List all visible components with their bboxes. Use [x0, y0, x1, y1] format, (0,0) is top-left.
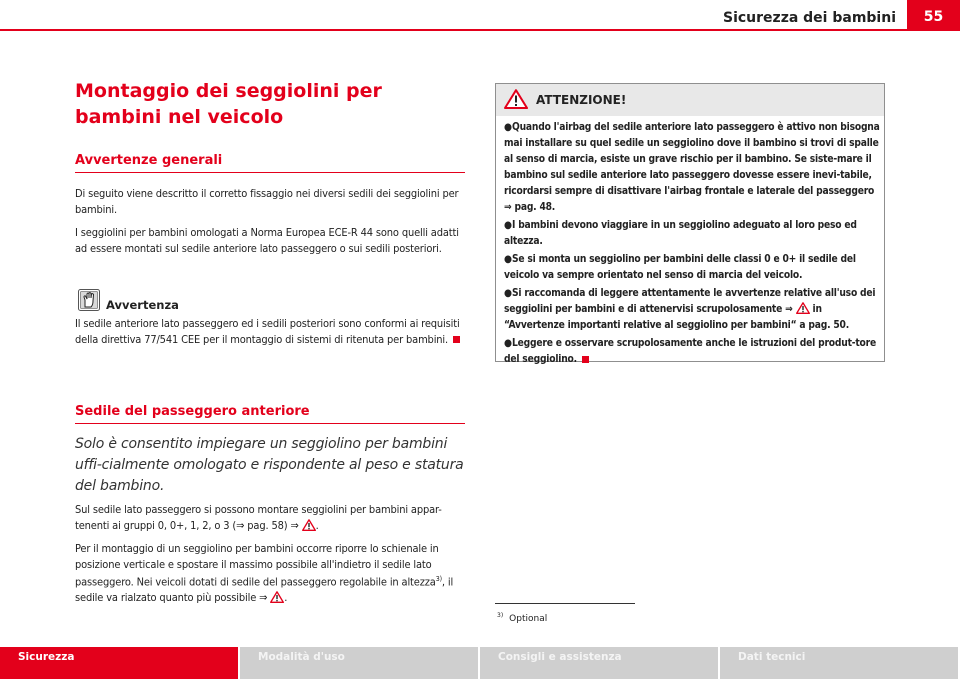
warning-triangle-icon [270, 591, 284, 603]
footnote-marker: 3) [497, 612, 504, 619]
note-hand-icon [78, 289, 100, 311]
bullet-icon: ● [504, 220, 512, 231]
cross-ref-arrow: ⇒ [290, 518, 299, 532]
section-heading-general: Avvertenze generali [75, 153, 465, 173]
warning-item-text: I bambini devono viaggiare in un seggiolino adeguato al loro peso ed altezza. [504, 220, 857, 247]
warning-item-text-a: Si raccomanda di leggere attentamente le avvertenze relative all'uso dei seggiolini per bambini e di attenervisi scrupolosamente ⇒ [504, 288, 876, 315]
warning-item-text: Leggere e osservare scrupolosamente anche le istruzioni del produt-tore del seggiolino. [504, 338, 876, 365]
cross-ref-arrow: ⇒ [236, 518, 245, 532]
note-text-content: Il sedile anteriore lato passeggero ed i sedili posteriori sono conformi ai requisiti della direttiva 77/541 CEE per il montaggio di sistemi di ritenuta per bambini. [75, 317, 460, 346]
warning-item [504, 336, 880, 368]
note-text [75, 316, 467, 347]
bullet-icon: ● [504, 254, 512, 265]
warning-item [504, 252, 880, 284]
end-square-icon [453, 336, 460, 343]
footer-nav [0, 647, 960, 679]
footnote-rule [495, 603, 635, 604]
warning-item-text: Quando l'airbag del sedile anteriore lato passeggero è attivo non bisogna mai installare su quel sedile un seggiolino dove il bambino si trovi di spalle al senso di marcia, esiste un grave rischio per il bambino. Se siste-mare il bambino sul sedile anteriore lato passeggero dovesse essere inevi-tabile, ricordarsi sempre di disattivare l'airbag frontale e laterale del passeggero ⇒ pag. 48. [504, 122, 880, 213]
warning-item [504, 218, 880, 250]
footer-tab-sicurezza[interactable]: Sicurezza [0, 647, 238, 679]
header-rule [0, 29, 960, 31]
bullet-icon: ● [504, 122, 512, 133]
footer-tab-dati-tecnici[interactable]: Dati tecnici [720, 647, 958, 679]
section-heading-front-seat: Sedile del passeggero anteriore [75, 404, 465, 424]
general-paragraph-2: I seggiolini per bambini omologati a Norma Europea ECE-R 44 sono quelli adatti ad essere montati sul sedile anteriore lato passeggero o sui sedili posteriori. [75, 226, 459, 255]
bullet-icon: ● [504, 288, 512, 299]
front-seat-paragraph-2 [75, 541, 467, 606]
front-seat-p1-text-a: Sul sedile lato passeggero si possono montare seggiolini per bambini appar-tenenti ai gruppi 0, 0+, 1, 2, o 3 ( [75, 503, 442, 532]
running-header-title: Sicurezza dei bambini [723, 10, 896, 26]
warning-triangle-icon [796, 302, 810, 314]
warning-item-text: Se si monta un seggiolino per bambini delle classi 0 e 0+ il sedile del veicolo va sempre orientato nel senso di marcia del veicolo. [504, 254, 856, 281]
warning-item [504, 120, 880, 216]
warning-triangle-icon [504, 89, 528, 109]
warning-item [504, 286, 880, 334]
footnote-ref-3: 3) [435, 575, 442, 583]
footer-tab-consigli-assistenza[interactable]: Consigli e assistenza [480, 647, 718, 679]
front-seat-p2-text-b: , il sedile va rialzato quanto più possibile [75, 575, 454, 605]
front-seat-p1-end: . [315, 518, 319, 532]
warning-title: ATTENZIONE! [536, 93, 627, 107]
footnote-text: Optional [509, 614, 548, 624]
warning-list [504, 120, 880, 370]
warning-header [496, 84, 884, 116]
front-seat-lead: Solo è consentito impiegare un seggiolino per bambini uffi-cialmente omologato e rispondente al peso e statura del bambino. [75, 436, 464, 494]
front-seat-paragraph-1 [75, 502, 467, 533]
front-seat-p1-text-b: pag. 58) [244, 518, 291, 532]
front-seat-p2-text-a: Per il montaggio di un seggiolino per bambini occorre riporre lo schienale in posizione verticale e spostare il massimo possibile all'indietro il sedile lato passeggero. Nei veicoli dotati di sedile del passeggero regolabile in altezza [75, 542, 439, 589]
cross-ref-arrow: ⇒ [259, 591, 268, 605]
footer-tab-modalita-uso[interactable]: Modalità d'uso [240, 647, 478, 679]
main-heading: Montaggio dei seggiolini per bambini nel veicolo [75, 80, 382, 128]
general-paragraph-1: Di seguito viene descritto il corretto fissaggio nei diversi sedili dei seggiolini per bambini. [75, 187, 459, 216]
front-seat-p2-end: . [284, 591, 288, 605]
warning-triangle-icon [302, 519, 316, 531]
warning-item-text-b: in “Avvertenze importanti relative al seggiolino per bambini“ a pag. 50. [504, 304, 850, 331]
footnote [497, 612, 547, 624]
note-title: Avvertenza [106, 298, 179, 312]
end-square-icon [582, 356, 589, 363]
bullet-icon: ● [504, 338, 512, 349]
warning-box [495, 83, 885, 365]
page-number: 55 [907, 0, 960, 30]
